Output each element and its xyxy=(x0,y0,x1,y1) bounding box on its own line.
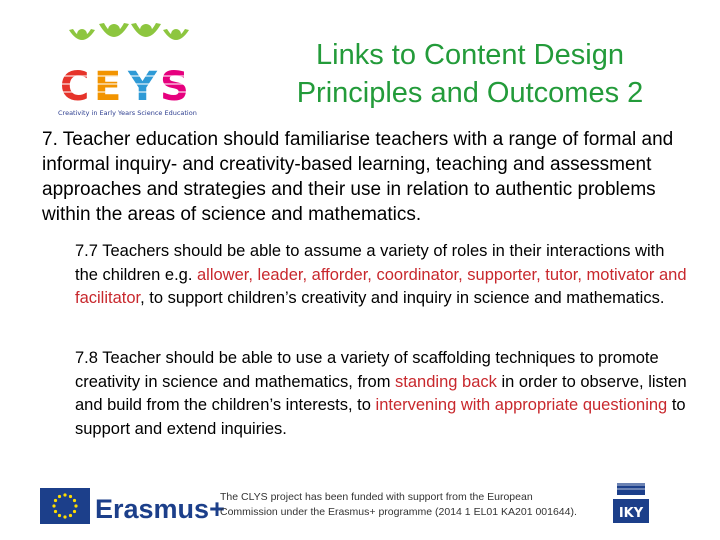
eu-flag-icon xyxy=(40,488,90,524)
point-7-7-paragraph xyxy=(75,240,690,311)
point-7-8-paragraph xyxy=(75,347,690,441)
point-7-7-text-before: 7.7 Teachers should be able to assume a variety of roles in their interactions with the children e.g. xyxy=(75,242,665,284)
page-title xyxy=(250,36,690,112)
ceys-logo-graphic xyxy=(52,20,212,120)
point-7-8-highlight-1: standing back xyxy=(395,372,497,391)
point-7-8-highlight-2: intervening with appropriate questioning xyxy=(375,396,668,414)
point-7-8-text-middle: in order to observe, listen and build from the children’s interests, to xyxy=(75,372,687,414)
point-7-paragraph: 7. Teacher education should familiarise teachers with a range of formal and informal inquiry- and creativity-based learning, teaching and assessment approaches and strategies and their use in relation to authentic problems within the areas of science and mathematics. xyxy=(42,129,674,225)
point-7-7-text-after: , to support children’s creativity and inquiry in science and mathematics. xyxy=(140,289,665,307)
funding-notice xyxy=(220,490,600,520)
point-7-8-text-before: 7.8 Teacher should be able to use a variety of scaffolding techniques to promote creativity in science and mathematics, from xyxy=(75,349,659,391)
title-line-2: Principles and Outcomes 2 xyxy=(296,77,644,109)
erasmus-plus-logo: Erasmus+ xyxy=(95,494,225,524)
iky-logo xyxy=(611,481,651,525)
ceys-logo xyxy=(52,20,212,120)
iky-label: IKY xyxy=(618,506,644,521)
title-line-1: Links to Content Design xyxy=(316,39,624,71)
funding-line-1: The CLYS project has been funded with support from the European xyxy=(220,491,533,503)
point-7-8-text-after: to support and extend inquiries. xyxy=(75,396,686,438)
point-7-7-highlight: allower, leader, afforder, coordinator, supporter, tutor, motivator and facilitator xyxy=(75,265,687,307)
funding-line-2: Commission under the Erasmus+ programme (2014 1 EL01 KA201 001644). xyxy=(220,506,577,518)
logo-tagline: Creativity in Early Years Science Education xyxy=(58,109,197,117)
logo-letter-c: C xyxy=(60,64,90,110)
logo-letter-y: Y xyxy=(128,64,157,110)
logo-letter-s: S xyxy=(160,64,189,110)
logo-letter-e: E xyxy=(94,64,122,110)
